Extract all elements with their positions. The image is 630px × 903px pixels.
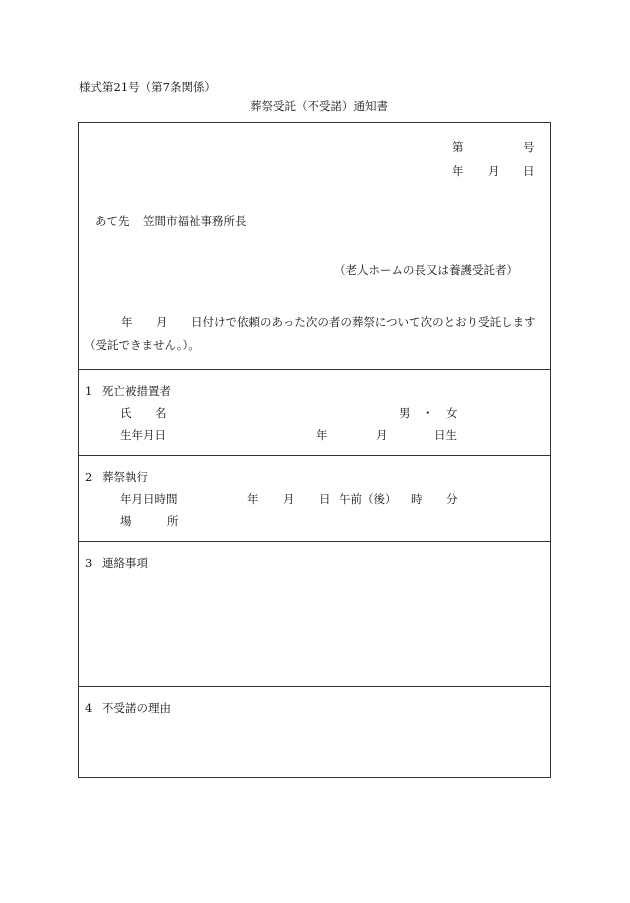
gender-female: 女: [446, 406, 458, 420]
body-nen: 年: [121, 315, 133, 329]
number-dai: 第: [452, 140, 464, 154]
section2-heading: 葬祭執行: [102, 470, 148, 484]
datetime-label: 年月日時間: [120, 492, 178, 506]
funeral-tsuki: 月: [283, 492, 295, 506]
body-line1: 日付けで依頼のあった次の者の葬祭について次のとおり受託します: [191, 315, 536, 329]
dob-label: 生年月日: [120, 428, 166, 442]
section4-number: 4: [85, 701, 93, 715]
funeral-hi: 日: [319, 492, 331, 506]
funeral-ji: 時: [411, 492, 423, 506]
body-line2: （受託できません。）。: [84, 338, 200, 352]
place-label-1: 場: [120, 514, 132, 528]
section2-number: 2: [85, 470, 93, 484]
dob-nen: 年: [316, 428, 328, 442]
dob-hi: 日生: [434, 428, 457, 442]
section3-heading: 連絡事項: [102, 556, 148, 570]
body-tsuki: 月: [156, 315, 168, 329]
row-divider-3: [79, 541, 550, 542]
date-hi: 日: [523, 164, 535, 178]
row-divider-2: [79, 455, 550, 456]
addressee: 笠間市福祉事務所長: [143, 214, 247, 228]
section4-heading: 不受諾の理由: [102, 701, 171, 715]
funeral-ampm: 午前（後）: [339, 492, 397, 506]
section1-number: 1: [85, 384, 93, 398]
form-number: 様式第21号（第7条関係）: [79, 80, 216, 94]
number-go: 号: [523, 140, 535, 154]
addressee-prefix: あて先: [95, 214, 130, 228]
row-divider-4: [79, 686, 550, 687]
date-nen: 年: [452, 164, 464, 178]
name-label-1: 氏: [120, 406, 132, 420]
row-divider-1: [79, 369, 550, 370]
funeral-fun: 分: [446, 492, 458, 506]
gender-male: 男: [399, 406, 411, 420]
section3-number: 3: [85, 556, 93, 570]
funeral-nen: 年: [247, 492, 259, 506]
dob-tsuki: 月: [376, 428, 388, 442]
document-title: 葬祭受託（不受諾）通知書: [250, 99, 388, 113]
section1-heading: 死亡被措置者: [102, 384, 171, 398]
gender-dot: ・: [422, 406, 434, 420]
place-label-2: 所: [167, 514, 179, 528]
date-tsuki: 月: [488, 164, 500, 178]
name-label-2: 名: [155, 406, 167, 420]
sender: （老人ホームの長又は養護受託者）: [334, 263, 518, 277]
